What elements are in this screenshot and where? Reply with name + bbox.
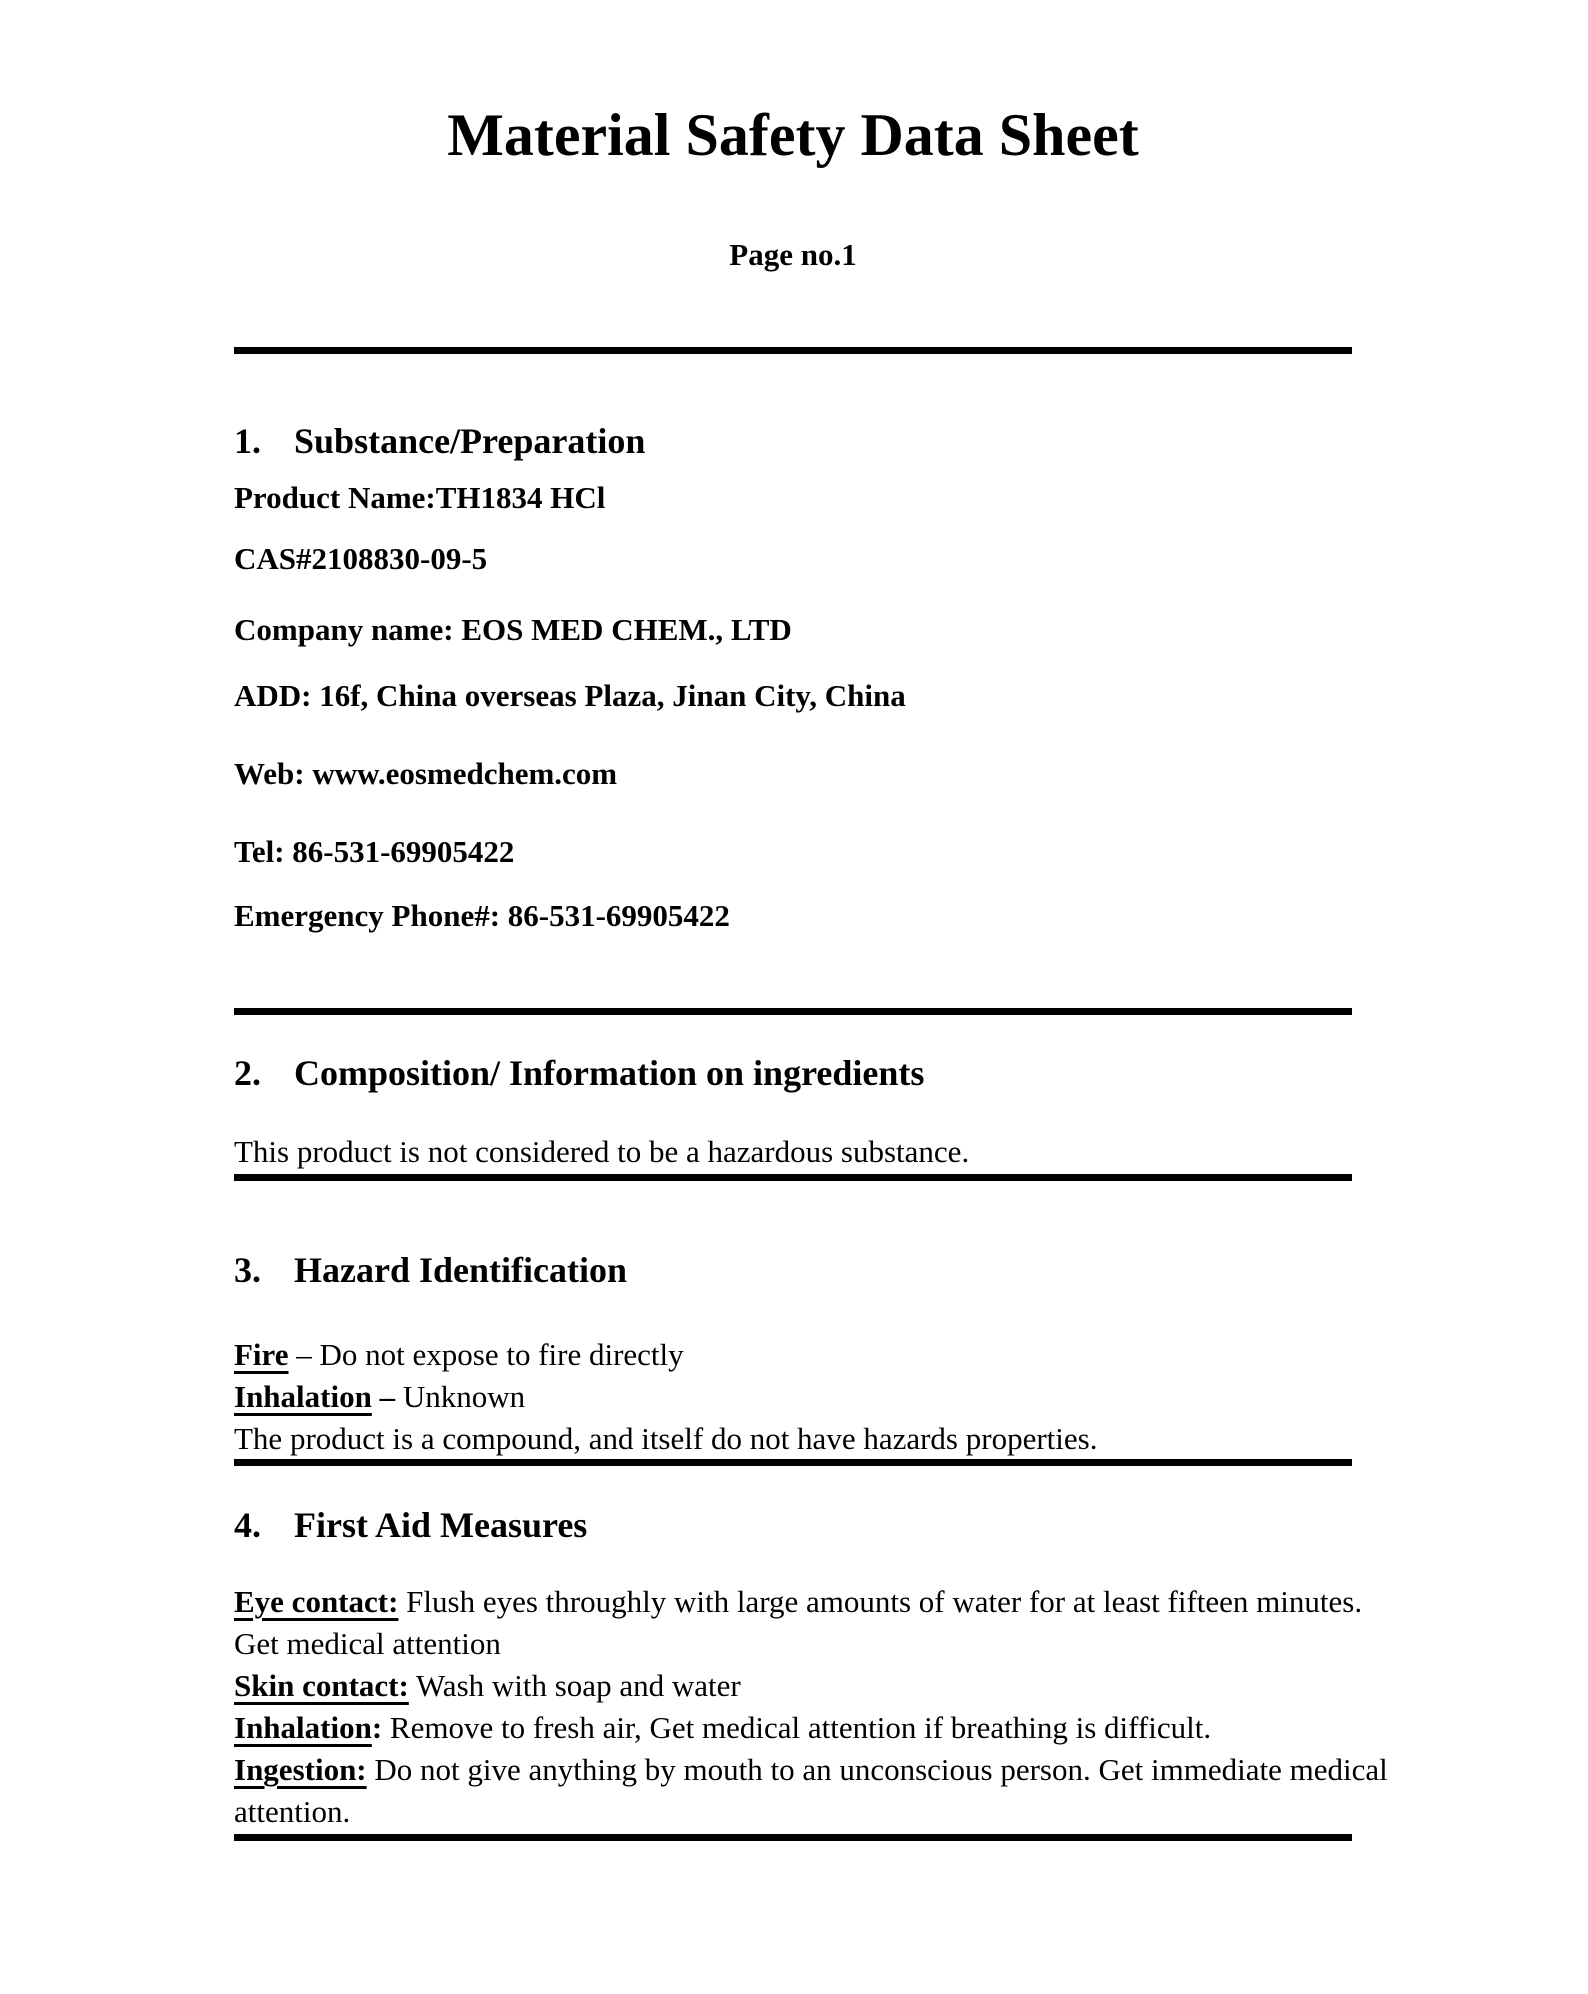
firstaid-inhalation-text: Remove to fresh air, Get medical attention if breathing is difficult. [389,1710,1212,1745]
hazard-fire-text: – Do not expose to fire directly [296,1337,684,1372]
section2-body-text: This product is not considered to be a hazardous substance. [234,1134,970,1169]
field-cas-number: CAS#2108830-09-5 [234,541,488,576]
section4-heading-label: First Aid Measures [294,1505,588,1545]
field-telephone: Tel: 86-531-69905422 [234,834,515,869]
firstaid-skin-label: Skin contact: [234,1668,409,1703]
firstaid-ingestion-label: Ingestion: [234,1752,367,1787]
section3-heading [234,1249,1352,1292]
firstaid-inhalation-colon: : [371,1710,383,1745]
firstaid-ingestion-line [234,1751,1388,1790]
section4-number: 4. [234,1505,261,1545]
field-website: Web: www.eosmedchem.com [234,756,618,791]
section2-rule [234,1174,1352,1181]
firstaid-skin-text: Wash with soap and water [416,1668,741,1703]
field-company-name: Company name: EOS MED CHEM., LTD [234,612,792,647]
hazard-inhalation-text: Unknown [402,1379,526,1414]
firstaid-ingestion-text: Do not give anything by mouth to an unconscious person. Get immediate medical [374,1752,1388,1787]
firstaid-inhalation-line [234,1709,1352,1748]
document-title: Material Safety Data Sheet [447,102,1139,168]
section1-number: 1. [234,421,261,461]
page-number-label: Page no.1 [729,237,857,272]
field-address: ADD: 16f, China overseas Plaza, Jinan City, China [234,678,906,713]
header-rule [234,347,1352,354]
hazard-note-text: The product is a compound, and itself do not have hazards properties. [234,1421,1098,1456]
field-emergency-phone: Emergency Phone#: 86-531-69905422 [234,898,730,933]
section4-rule [234,1834,1352,1841]
firstaid-ingestion-text-continued: attention. [234,1794,351,1829]
hazard-inhalation-line [234,1378,1352,1417]
section4-heading [234,1504,1352,1547]
section1-rule [234,1008,1352,1015]
firstaid-inhalation-label: Inhalation [234,1710,372,1745]
field-product-name: Product Name:TH1834 HCl [234,480,606,515]
firstaid-skin-line [234,1667,1352,1706]
section2-heading [234,1052,1352,1095]
hazard-fire-line [234,1336,1352,1375]
firstaid-eye-text-continued: Get medical attention [234,1626,501,1661]
hazard-fire-label: Fire [234,1337,289,1372]
section1-heading-label: Substance/Preparation [294,421,646,461]
firstaid-eye-text: Flush eyes throughly with large amounts of water for at least fifteen minutes. [406,1584,1363,1619]
section3-heading-label: Hazard Identification [294,1250,627,1290]
section3-number: 3. [234,1250,261,1290]
firstaid-eye-line [234,1583,1363,1622]
section1-heading [234,420,1352,463]
hazard-inhalation-label: Inhalation [234,1379,372,1414]
hazard-inhalation-dash: – [379,1379,396,1414]
section2-heading-label: Composition/ Information on ingredients [294,1053,925,1093]
firstaid-eye-label: Eye contact: [234,1584,399,1619]
section3-rule [234,1459,1352,1466]
section2-number: 2. [234,1053,261,1093]
